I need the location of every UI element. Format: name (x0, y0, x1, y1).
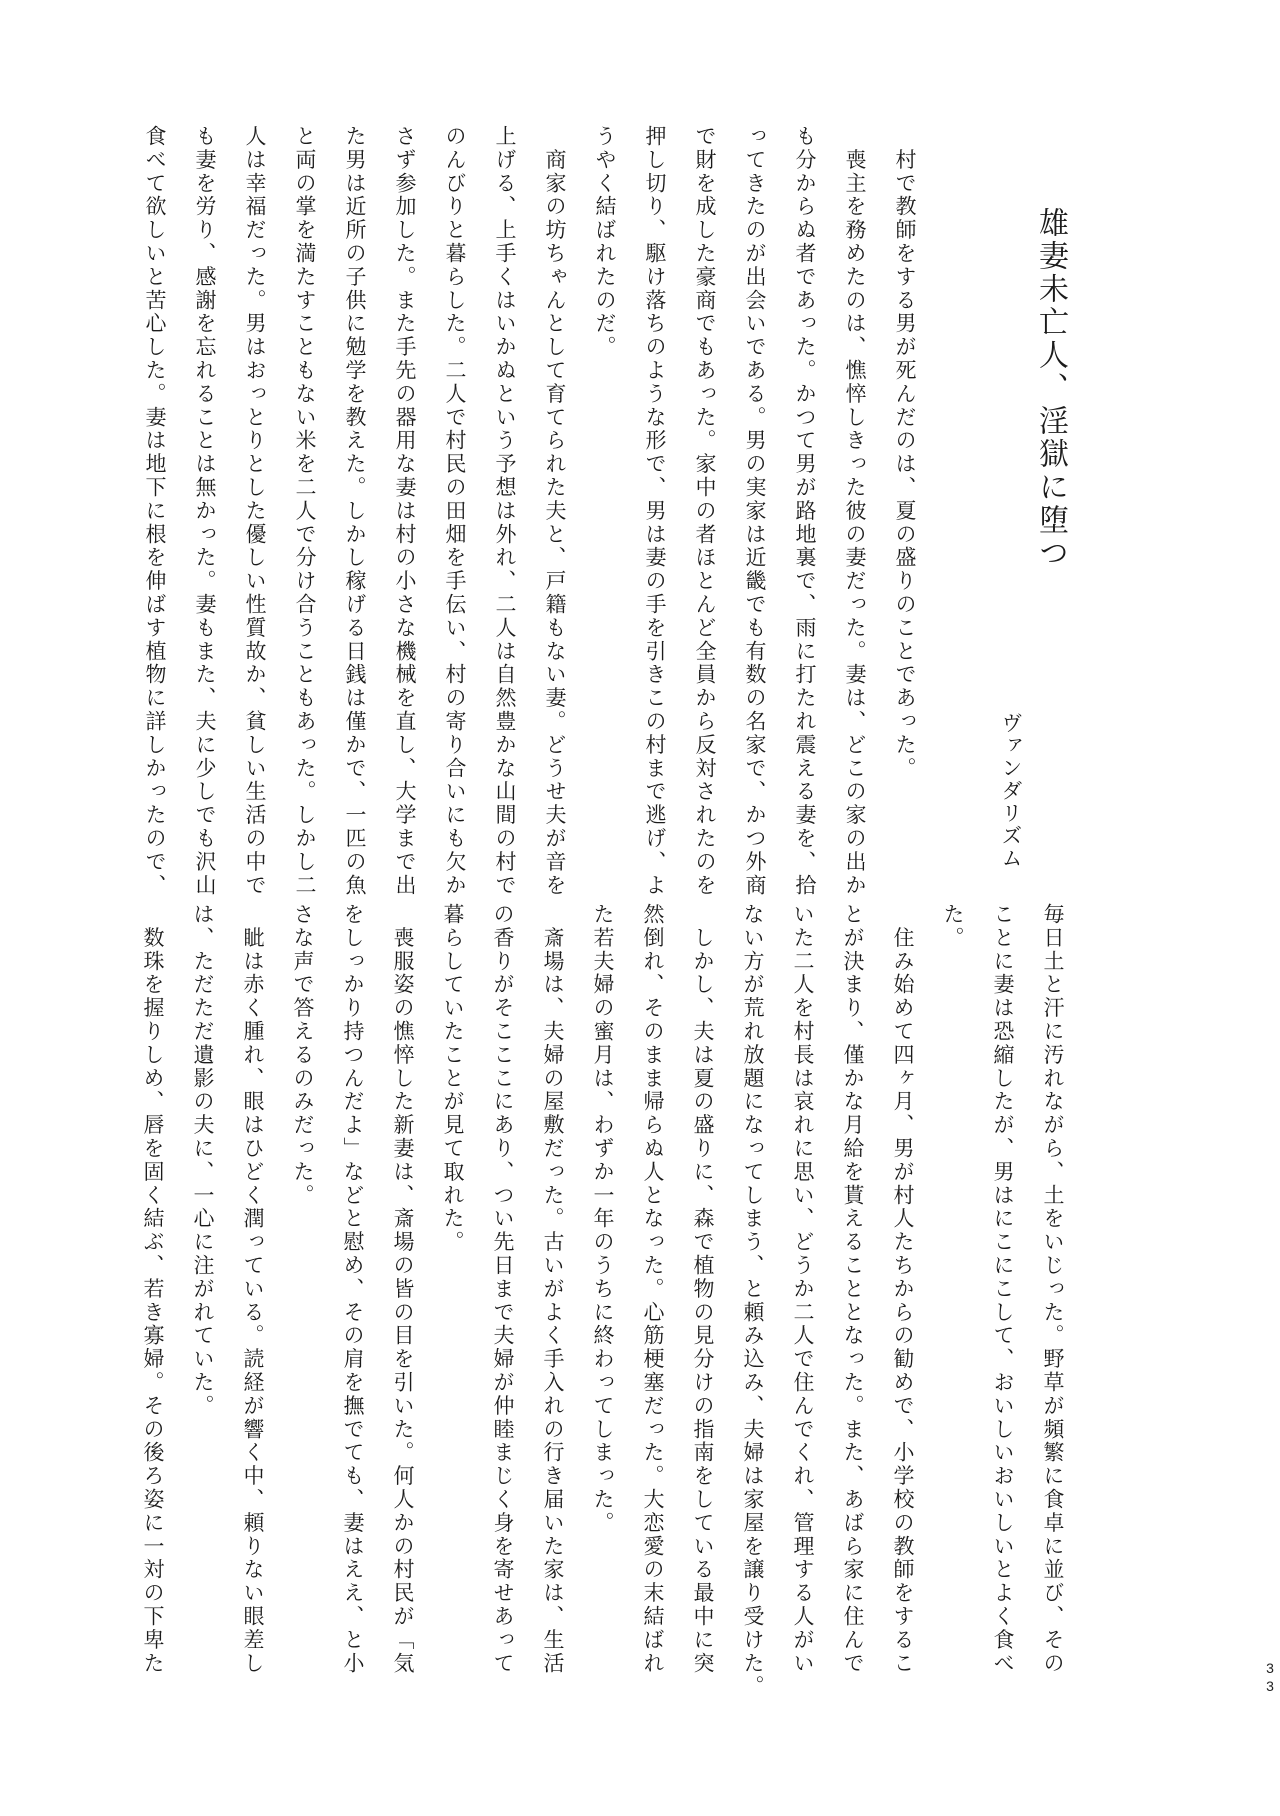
text-column: た若夫婦の蜜月は、わずか一年のうちに終わってしまった。 (591, 903, 615, 1535)
text-column: の香りがそこここにあり、つい先日まで夫婦が仲睦まじく身を寄せあって (491, 903, 515, 1676)
lower-text-band (128, 903, 1078, 1723)
text-column: 数珠を握りしめ、唇を固く結ぶ、若き寡婦。その後ろ姿に一対の下卑た (141, 903, 165, 1676)
text-column: をしっかり持つんだよ」などと慰め、その肩を撫でても、妻はええ、と小 (341, 903, 365, 1676)
text-column: さな声で答えるのみだった。 (291, 903, 315, 1208)
text-column: さず参加した。また手先の器用な妻は村の小さな機械を直し、大学まで出 (393, 125, 417, 898)
text-column: 人は幸福だった。男はおっとりとした優しい性質故か、貧しい生活の中で (243, 125, 267, 898)
text-column: た。 (941, 903, 965, 950)
text-column: のんびりと暮らした。二人で村民の田畑を手伝い、村の寄り合いにも欠か (443, 125, 467, 898)
text-column: 眦は赤く腫れ、眼はひどく潤っている。読経が響く中、頼りない眼差し (241, 903, 265, 1676)
text-column: 食べて欲しいと苦心した。妻は地下に根を伸ばす植物に詳しかったので、 (143, 125, 167, 898)
text-column: 然倒れ、そのまま帰らぬ人となった。心筋梗塞だった。大恋愛の末結ばれ (641, 903, 665, 1676)
author-name: ヴァンダリズム (999, 712, 1023, 870)
text-column: と両の掌を満たすこともない米を二人で分け合うこともあった。しかし二 (293, 125, 317, 898)
text-column: しかし、夫は夏の盛りに、森で植物の見分けの指南をしている最中に突 (691, 903, 715, 1676)
text-column: で財を成した豪商でもあった。家中の者ほとんど全員から反対されたのを (693, 125, 717, 898)
text-column: 上げる、上手くはいかぬという予想は外れ、二人は自然豊かな山間の村で (493, 125, 517, 898)
text-column: は、ただただ遺影の夫に、一心に注がれていた。 (191, 903, 215, 1418)
text-column: ことに妻は恐縮したが、男はにこにこして、おいしいおいしいとよく食べ (991, 903, 1015, 1676)
text-column: も分からぬ者であった。かつて男が路地裏で、雨に打たれ震える妻を、拾 (793, 125, 817, 898)
text-column: も妻を労り、感謝を忘れることは無かった。妻もまた、夫に少しでも沢山 (193, 125, 217, 898)
upper-text-band (130, 125, 930, 915)
text-column: うやく結ばれたのだ。 (593, 125, 617, 359)
page-number: 33 (1262, 1660, 1278, 1696)
text-column: 喪服姿の憔悴した新妻は、斎場の皆の目を引いた。何人かの村民が「気 (391, 903, 415, 1676)
text-column: 商家の坊ちゃんとして育てられた夫と、戸籍もない妻。どうせ夫が音を (543, 125, 567, 898)
text-column: 暮らしていたことが見て取れた。 (441, 903, 465, 1254)
text-column: 喪主を務めたのは、憔悴しきった彼の妻だった。妻は、どこの家の出か (843, 125, 867, 898)
text-column: た男は近所の子供に勉学を教えた。しかし稼げる日銭は僅かで、一匹の魚 (343, 125, 367, 898)
text-column: とが決まり、僅かな月給を貰えることとなった。また、あばら家に住んで (841, 903, 865, 1676)
story-title: 雄妻未亡人、淫獄に堕つ (1034, 207, 1067, 570)
text-column: ない方が荒れ放題になってしまう、と頼み込み、夫婦は家屋を譲り受けた。 (741, 903, 765, 1699)
text-column: 毎日土と汗に汚れながら、土をいじった。野草が頻繁に食卓に並び、その (1041, 903, 1065, 1676)
text-column: 村で教師をする男が死んだのは、夏の盛りのことであった。 (893, 125, 917, 781)
text-column: いた二人を村長は哀れに思い、どうか二人で住んでくれ、管理する人がい (791, 903, 815, 1676)
text-column: 斎場は、夫婦の屋敷だった。古いがよく手入れの行き届いた家は、生活 (541, 903, 565, 1676)
text-column: 押し切り、駆け落ちのような形で、男は妻の手を引きこの村まで逃げ、よ (643, 125, 667, 898)
text-column: ってきたのが出会いである。男の実家は近畿でも有数の名家で、かつ外商 (743, 125, 767, 898)
text-column: 住み始めて四ヶ月、男が村人たちからの勧めで、小学校の教師をするこ (891, 903, 915, 1676)
